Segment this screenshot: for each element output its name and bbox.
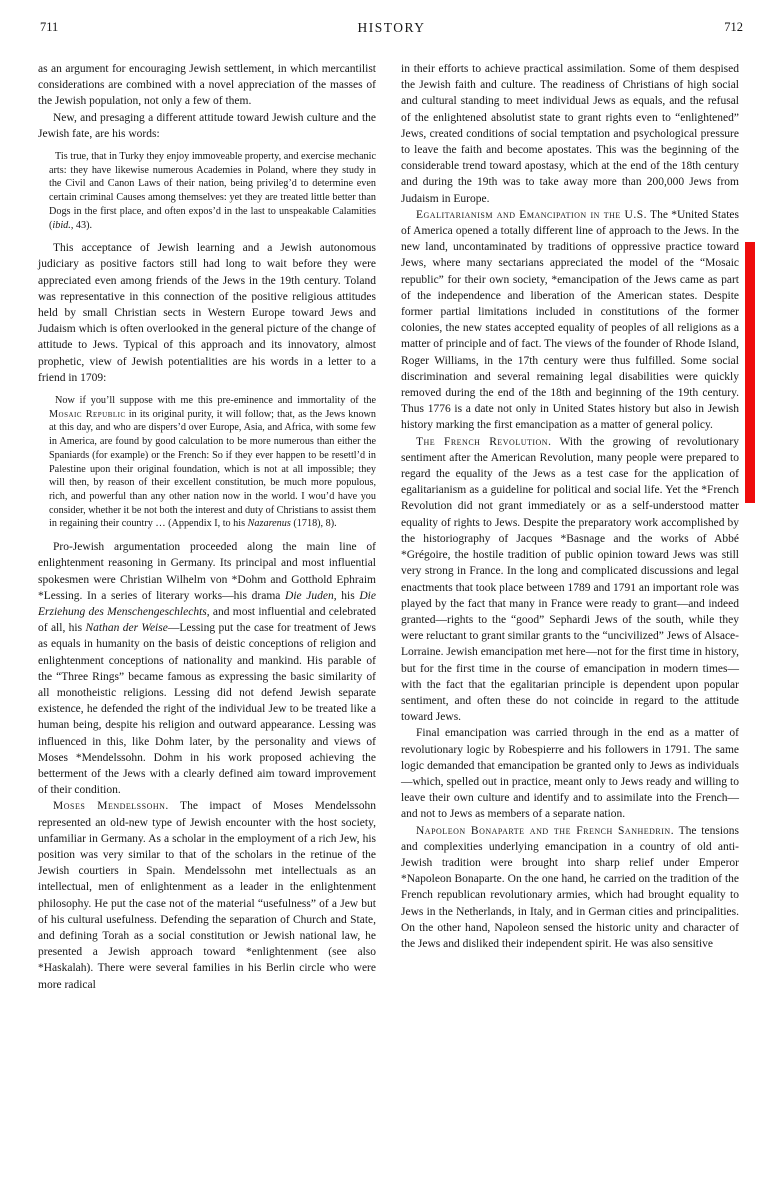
body-text: This acceptance of Jewish learning and a Jewish autonomous judiciary as positive factors still had long to wait before they were appreciated even among friends of the Jews in the 19th century. Toland was representative in this connection of the positive religious attitudes held by small Christian sects in Western Europe toward Jews and Judaism which is often overlooked in the general picture of the change of attitude to Jews. Typical of this approach and its innovatory, almost prophetic, view of Jewish potentialities are his words in a letter to a friend in 1709: [38,242,376,384]
body-text: Pro-Jewish argumentation proceeded along the main line of enlightenment reasoning in Germany. Its principal and most influential spokesmen were Christian Wilhelm von *Dohm and Gotthold Ephraim *Lessing. In a series of literary works—his drama [38,541,376,602]
page-number-right: 712 [724,20,743,34]
block-quote [49,394,376,531]
italic-text: Nazarenus [247,518,291,530]
body-text: —Lessing put the case for treatment of Jews as equals in humanity on the basis of deistic conceptions of religion and enlightenment conceptions of nationality and mankind. His parable of the “Three Rings” became famous as expressing the basic similarity of all monotheistic religions. Lessing did not defend Jewish separate existence, he defended the right of the individual Jew to be treated like a human being, despite his religion and outward appearance. Lessing was influenced in this, like Dohm later, by the personality and views of Moses *Mendelssohn. Dohm in his work proposed achieving the betterment of the Jews with a clearly defined aim toward improvement of their condition. [38,622,376,797]
paragraph [401,823,739,953]
highlight-marker [745,242,755,503]
small-caps-heading: Napoleon Bonaparte and the French Sanhedrin. [416,824,675,837]
body-text: in its original purity, it will follow; that, as the Jews known at this day, and who are dispers’d over Europe, Asia, and Africa, with some few in America, are found by good calculation to be more numerous than either the Spaniards (for example) or the French: So if they ever happen to be resettl’d in Palestine upon their original foundation, which is not at all impossible; they will then, by reason of their excellent constitution, be much more populous, rich, and powerful than any other nation now in the world. I wou’d have you consider, whether it be not both the interest and duty of Christians to assist them in regaining their country … (Appendix I, to his [49,408,376,530]
body-text: Tis true, that in Turky they enjoy immoveable property, and exercise mechanic arts: they have likewise numerous Academies in Poland, where they study in the Civil and Canon Laws of their nation, being privileg’d to determine even certain criminal Causes among themselves: yet they are treated little better than Dogs in the first place, and often expos’d in the last to unspeakable Calamities ( [49,151,376,231]
body-text: The *United States of America opened a totally different line of approach to the Jews. In the new land, uncontaminated by traditions of oppressive practice toward Jews, where many sectarians appreciated the model of the “Mosaic republic” for their own society, *emancipation of the Jews came as part of the independence and liberation of the American states. Despite former partial limitations included in constitutions of the former colonies, the new states accepted equality of peoples of all religions as a matter of principle and of fact. The views of the founder of Rhode Island, Roger Williams, in the 17th century were thus fulfilled. Some social discrimination and several remaining legal disabilities were quickly removed during the end of the 18th and beginning of the 19th century. Thus 1776 is a date not only in United States history but also in Jewish history marking the first emancipation as a matter of general policy. [401,208,739,432]
left-column [38,61,376,993]
italic-text: Die Erziehung des Menschengeschlechts [38,589,376,618]
small-caps-heading: Egalitarianism and Emancipation in the U.S. [416,208,647,221]
paragraph [38,240,376,386]
paragraph [401,207,739,434]
body-text: (1718), 8). [290,518,337,530]
body-text: , his [333,589,360,602]
body-text: Now if you’ll suppose with me this pre-eminence and immortality of the [55,395,376,407]
body-text: as an argument for encouraging Jewish settlement, in which mercantilist considerations are combined with a novel appreciation of the masses of the Jewish population, not only a few of them. [38,63,376,108]
block-quote [49,150,376,232]
small-caps-heading: Moses Mendelssohn. [53,800,169,813]
body-text: With the growing of revolutionary sentiment after the American Revolution, many people were prepared to regard the equality of the Jews as a test case for the application of egalitarianism as a guideline for political and social life. Yet the *French Revolution did not grant immediately or as a self-understood matter equality of rights to Jews. Despite the preparatory work accomplished by the historiography of Jacques *Basnage and the works of Abbé *Grégoire, the hostile tradition of public opinion toward Jews was still very strong in France. In the long and complicated discussions and legal enactments that took place between 1789 and 1791 an important role was played by the fact that many in France were ready to grant—and indeed granted—rights to the “good” Sephardi Jews of the south, while they were reluctant to grant similar grants to the “uncivilized” Jews of Alsace-Lorraine. Jewish emancipation met here—not for the first time in history, but for the first time in the course of emancipation in modern times—with the fact that the egalitarian principle is dependent upon popular sentiment, and often these do not coincide in regard to the attitude toward Jews. [401,435,739,724]
body-text: The tensions and complexities underlying emancipation in a country of old anti-Jewish tradition were brought into sharp relief under Emperor *Napoleon Bonaparte. On the one hand, he carried on the tradition of the French republican revolutionary armies, which had brought equality to Jews in the Netherlands, in Italy, and in German cities and principalities. On the other hand, Napoleon sensed the historic unity and character of the Jews and disliked their independent spirit. He was also sensitive [401,824,739,950]
page-header [40,20,743,40]
small-caps-heading: The French Revolution. [416,435,552,448]
paragraph [38,61,376,110]
text-columns [38,61,739,993]
body-text: in their efforts to achieve practical assimilation. Some of them despised the Jewish faith and culture. The readiness of Christians of high social and cultural standing to meet individual Jews as equals, and the refusal of the enlightened absolutist state to grant rights even to “enlightened” Jews, created conditions of social temptation and psychological pressure to leave the faith and become apostates. This was the beginning of the considerable trend toward apostasy, which at the end of the 18th century and during the 19th was to take away more than 200,000 Jews from Judaism in Europe. [401,63,739,205]
italic-text: Die Juden [285,589,334,602]
italic-text: Nathan der Weise [85,622,168,635]
paragraph [38,110,376,142]
body-text: , 43). [70,219,93,231]
small-caps-heading: Mosaic Republic [49,408,126,420]
paragraph [38,798,376,992]
paragraph [401,61,739,207]
paragraph [401,434,739,726]
right-column [401,61,739,993]
paragraph [38,539,376,798]
body-text: New, and presaging a different attitude toward Jewish culture and the Jewish fate, are his words: [38,111,376,140]
italic-text: ibid. [52,219,71,231]
page-number-left: 711 [40,20,59,34]
body-text: , and most influential and celebrated of all, his [38,605,376,635]
page-title: HISTORY [357,20,426,35]
body-text: The impact of Moses Mendelssohn represented an old-new type of Jewish encounter with the host society, unfamiliar in Germany. As a scholar in the employment of a rich Jew, his position was very similar to that of the scholars in the retinue of the Jewish courtiers in Spain. Mendelssohn met intellectuals as an intellectual, men of enlightenment as a leader in the enlightenment philosophy. He put the case not of the material “usefulness” of a Jew but of his cultural usefulness. Defending the separation of Church and State, and defining Torah as a social constitution or Jewish national law, he presented a Jewish approach toward *enlightenment (see also *Haskalah). There were several families in his Berlin circle who were more radical [38,800,376,991]
body-text: Final emancipation was carried through in the end as a matter of revolutionary logic by Robespierre and his followers in 1791. The same logic demanded that emancipation be granted only to Jews as individuals—which, spelled out in practice, meant only to Jews ready and willing to leave their own culture and identify and to assimilate into the French—and not to Jews as members of a separate nation. [401,727,739,821]
paragraph [401,725,739,822]
